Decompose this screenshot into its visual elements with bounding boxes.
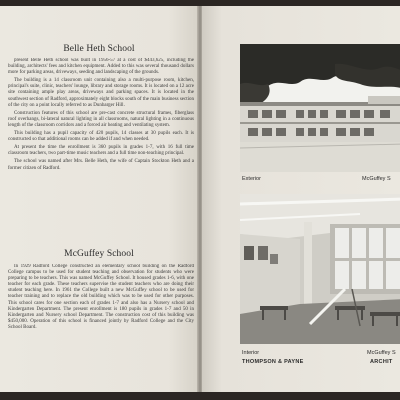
paragraph: The school was named after Mrs. Belle Heth, the wife of Captain Stockton Heth and a former citizen of Radford. — [8, 159, 194, 171]
paragraph: Construction features of this school are pre-cast concrete structural frames, fiberglass roof overhangs, bi-lateral natural lighting in all classrooms, natural lighting in a continuous length of the classroom corridors and a forced air heating and ventilating system. — [8, 110, 194, 128]
mcguffey-body — [8, 264, 194, 384]
interior-classroom-image — [240, 194, 400, 344]
exterior-photo — [240, 44, 400, 172]
paragraph: At present the time the enrollment is 360 pupils in grades 1-7, with 16 full time classroom teachers, two part-time music teachers and a full time non-teaching principal. — [8, 145, 194, 157]
exterior-caption: Exterior — [242, 176, 261, 182]
exterior-building-image — [240, 44, 400, 172]
paragraph: present Belle Heth school was built in 1956-57 at a cost of $443,625, including the building, architects' fees and kitchen equipment. Added to this was several thousand dollars more for parking areas, driveways, seeding and landscaping of the grounds. — [8, 58, 194, 76]
belle-heth-body — [8, 58, 194, 243]
section-title-mcguffey: McGuffey School — [64, 249, 134, 259]
interior-photo — [240, 194, 400, 344]
architects-credit: THOMPSON & PAYNE — [242, 359, 304, 365]
paragraph: The building is a 14 classroom unit containing also a multi-purpose room, kitchen, principal's suite, clinic, teachers' lounge, library and storage rooms. It is located on a 12 acre site containing ample play areas, driveways and parking spaces. It is located in the southwest section of Radford, approximately eight blocks south of the main business section of the city on a point locally referred to as Dunbarger Hill. — [8, 78, 194, 108]
left-page — [0, 6, 198, 392]
architects-label: ARCHIT — [370, 359, 393, 365]
right-page — [202, 6, 400, 392]
paragraph: This building has a pupil capacity of 420 pupils, 14 classes at 30 pupils each. It is constructed so that additional rooms can be added if and when needed. — [8, 131, 194, 143]
interior-caption: Interior — [242, 350, 260, 356]
interior-school-caption: McGuffey S — [367, 350, 396, 356]
exterior-school-caption: McGuffey S — [362, 176, 391, 182]
paragraph: In 1929 Radford College constructed an elementary school building on the Radford College campus to be used for student teaching and observation for students who were preparing to be teachers. This was named McGuffey School. It housed grades 1-6, with one teacher for each grade. These teachers supervise the student teachers who are doing their student teaching here. In 1961 the College built a new McGuffey school to be used for teacher training and to replace the old building which was to be used for other purposes. This school cares for one section each of grades 1-7 and also has a Nursery school and Kindergarten Department. The present enrollment is 180 pupils in grades 1-7 and 50 in Kindergarten and Nursery school Department. The construction cost of this building was $450,000. Operation of this school is financed jointly by Radford College and the City School Board. — [8, 264, 194, 330]
section-title-belle-heth: Belle Heth School — [63, 44, 135, 54]
